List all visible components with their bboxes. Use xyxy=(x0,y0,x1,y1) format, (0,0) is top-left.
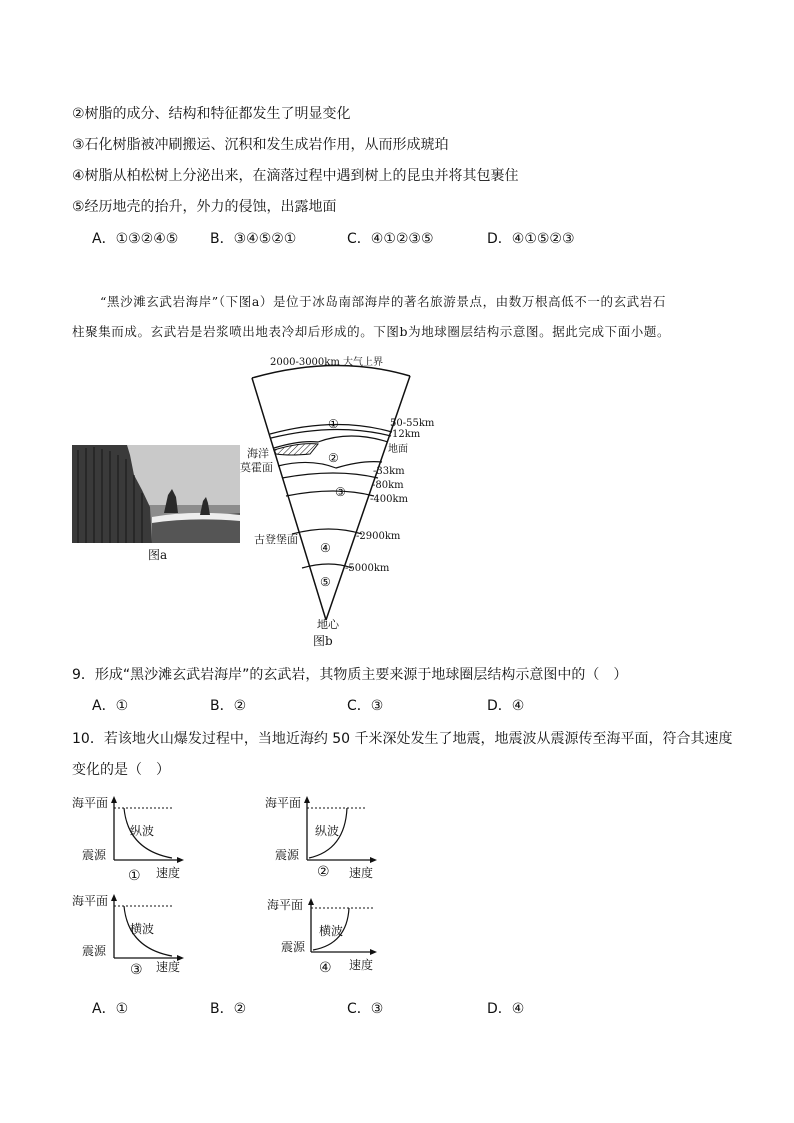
graph-4-ylabel-top: 海平面 xyxy=(267,898,304,912)
graph-4-number: ④ xyxy=(319,960,332,976)
q9-option-d: D．④ xyxy=(487,698,525,714)
graph-3-number: ③ xyxy=(130,962,143,978)
figure-b-caption: 图b xyxy=(313,634,333,648)
graph-1-ylabel-bottom: 震源 xyxy=(82,848,107,862)
graph-3-wave: 横波 xyxy=(130,922,155,936)
graph-3-xlabel: 速度 xyxy=(156,960,181,974)
q10-option-a: A．① xyxy=(92,1001,129,1017)
graph-4 xyxy=(265,894,385,984)
graph-4-wave: 横波 xyxy=(319,924,344,938)
layer-4-label: ④ xyxy=(320,541,331,555)
graph-2-xlabel: 速度 xyxy=(349,866,374,880)
intro-line-2: 柱聚集而成。玄武岩是岩浆喷出地表冷却后形成的。下图b为地球圈层结构示意图。据此完成下面小题。 xyxy=(72,324,671,339)
graph-4-ylabel-bottom: 震源 xyxy=(281,940,306,954)
earth-core-label: 地心 xyxy=(317,618,339,631)
graph-2-wave: 纵波 xyxy=(315,824,340,838)
graph-1 xyxy=(72,792,192,882)
q10-option-d: D．④ xyxy=(487,1001,525,1017)
graph-2-number: ② xyxy=(317,864,330,880)
statement-3: ③石化树脂被冲刷搬运、沉积和发生成岩作用，从而形成琥珀 xyxy=(72,137,449,153)
graph-4-xlabel: 速度 xyxy=(349,958,374,972)
basalt-photo xyxy=(72,445,240,543)
statement-2: ②树脂的成分、结构和特征都发生了明显变化 xyxy=(72,106,351,122)
graph-1-xlabel: 速度 xyxy=(156,866,181,880)
graph-1-ylabel-top: 海平面 xyxy=(72,796,109,810)
gutenberg-label: 古登堡面 xyxy=(254,533,298,546)
earth-layers-diagram xyxy=(240,350,460,650)
layer-3-label: ③ xyxy=(335,485,346,499)
statement-4: ④树脂从柏松树上分泌出来，在滴落过程中遇到树上的昆虫并将其包裹住 xyxy=(72,168,519,184)
q9-option-b: B．② xyxy=(210,698,247,714)
q10-option-b: B．② xyxy=(210,1001,247,1017)
layer-5-label: ⑤ xyxy=(320,575,331,589)
q10-stem-line-2: 变化的是（ ） xyxy=(72,762,170,778)
q9-option-c: C．③ xyxy=(347,698,384,714)
graph-2-ylabel-top: 海平面 xyxy=(265,796,302,810)
ground-label: 地面 xyxy=(388,444,408,455)
graph-2 xyxy=(265,792,385,882)
q8-option-d: D．④①⑤②③ xyxy=(487,231,575,247)
layer-2-label: ② xyxy=(328,451,339,465)
q10-stem-line-1: 10．若该地火山爆发过程中，当地近海约 50 千米深处发生了地震，地震波从震源传至海平面，符合其速度 xyxy=(72,731,733,747)
depth-400: -400km xyxy=(370,494,409,505)
depth-12: 12km xyxy=(392,429,421,440)
atmosphere-top-label: 2000-3000km 大气上界 xyxy=(270,357,383,368)
graph-1-wave: 纵波 xyxy=(130,824,155,838)
graph-2-ylabel-bottom: 震源 xyxy=(275,848,300,862)
moho-label: 莫霍面 xyxy=(240,461,273,474)
depth-50-55: 50-55km xyxy=(390,418,435,429)
depth-80: -80km xyxy=(372,480,404,491)
ocean-label: 海洋 xyxy=(247,447,269,460)
figure-a-caption: 图a xyxy=(148,548,168,562)
q8-option-c: C．④①②③⑤ xyxy=(347,231,434,247)
q9-stem: 9．形成“黑沙滩玄武岩海岸”的玄武岩，其物质主要来源于地球圈层结构示意图中的（ ） xyxy=(72,667,628,683)
depth-5000: -5000km xyxy=(345,563,390,574)
q8-option-b: B．③④⑤②① xyxy=(210,231,297,247)
depth-2900: -2900km xyxy=(356,531,401,542)
graph-3 xyxy=(72,890,192,980)
graph-3-ylabel-bottom: 震源 xyxy=(82,944,107,958)
depth-33: -33km xyxy=(373,466,405,477)
q10-option-c: C．③ xyxy=(347,1001,384,1017)
layer-1-label: ① xyxy=(328,417,339,431)
q9-option-a: A．① xyxy=(92,698,129,714)
statement-5: ⑤经历地壳的抬升，外力的侵蚀，出露地面 xyxy=(72,199,337,215)
graph-1-number: ① xyxy=(128,868,141,884)
intro-line-1: “黑沙滩玄武岩海岸”（下图a）是位于冰岛南部海岸的著名旅游景点，由数万根高低不一的玄武岩石 xyxy=(100,294,666,309)
q8-option-a: A．①③②④⑤ xyxy=(92,231,179,247)
graph-3-ylabel-top: 海平面 xyxy=(72,894,109,908)
